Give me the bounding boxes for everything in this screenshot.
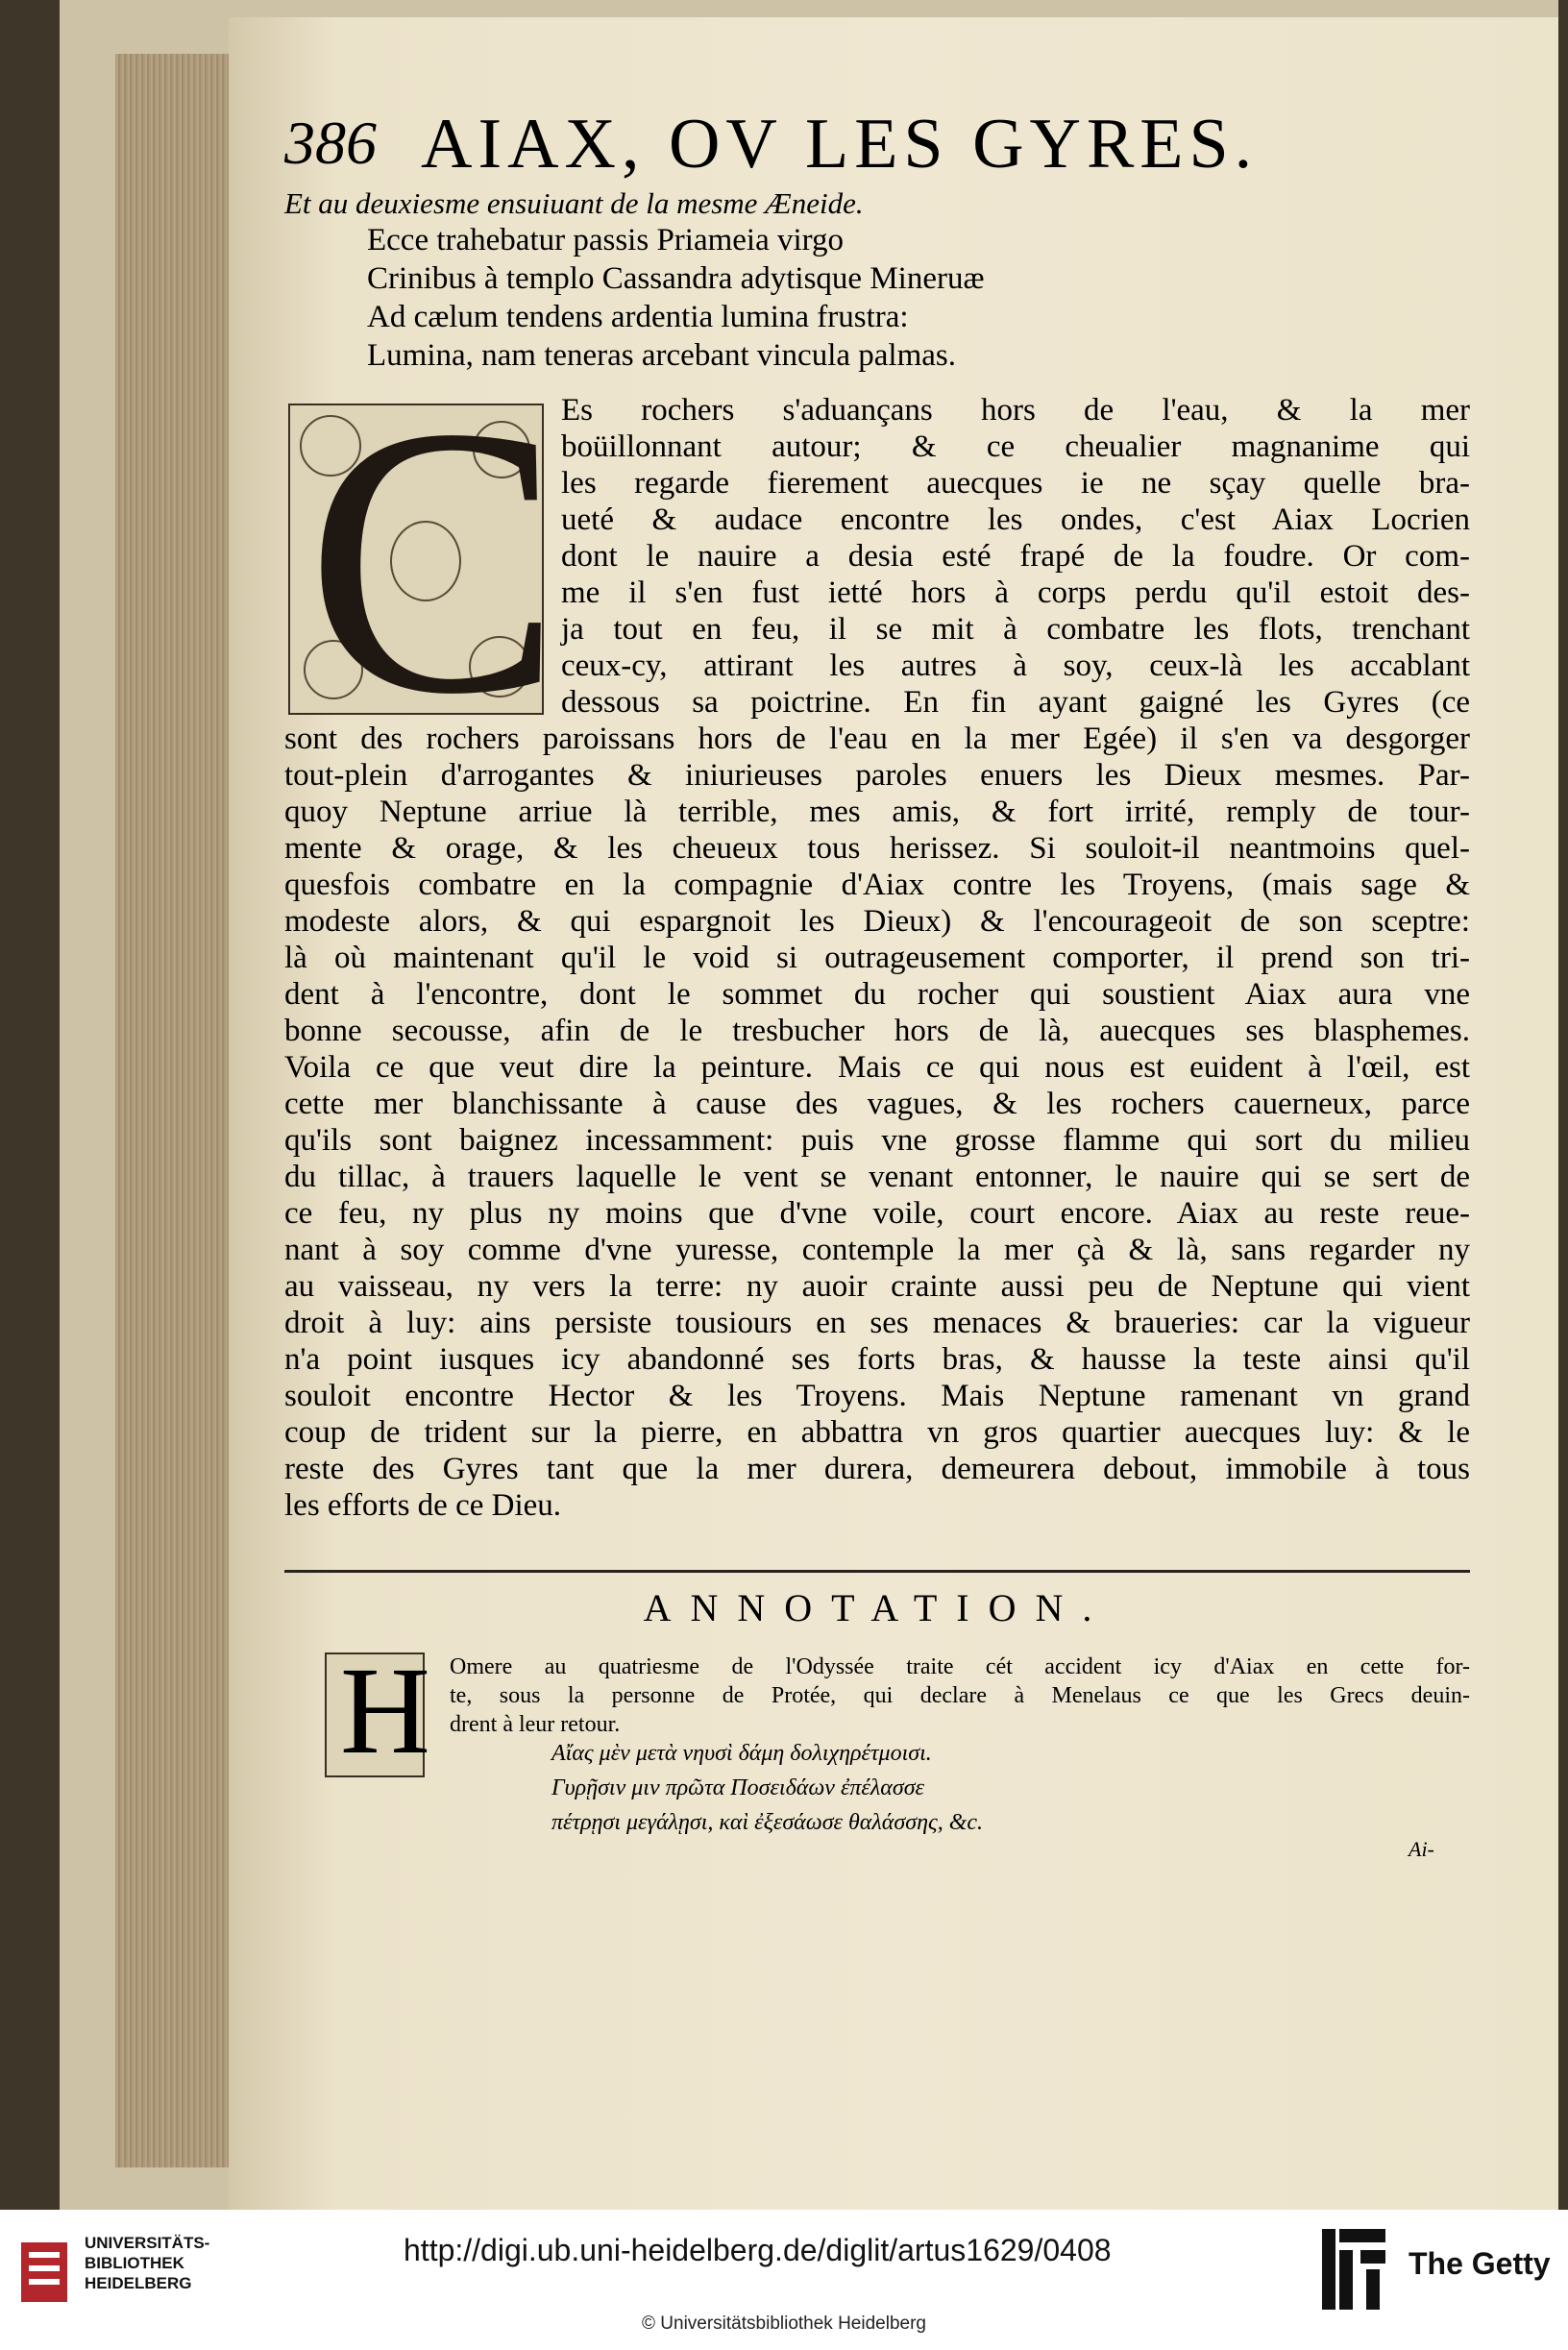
annotation-line: te, sous la personne de Protée, qui declare à Menelaus ce que les Grecs deuin- (450, 1683, 1470, 1708)
permalink-url[interactable]: http://digi.ub.uni-heidelberg.de/diglit/artus1629/0408 (404, 2233, 1112, 2267)
body-line: mente & orage, & les cheueux tous herissez. Si souloit-il neantmoins quel- (284, 831, 1470, 866)
body-line: n'a point iusques icy abandonné ses forts bras, & hausse la teste ainsi qu'il (284, 1342, 1470, 1377)
body-line: coup de trident sur la pierre, en abbattra vn gros quartier auecques luy: & le (284, 1415, 1470, 1450)
body-line: ja tout en feu, il se mit à combatre les flots, trenchant (561, 612, 1470, 647)
body-line: du tillac, à trauers laquelle le vent se venant entonner, le nauire qui se sert de (284, 1160, 1470, 1194)
body-line: Voila ce que veut dire la peinture. Mais ce qui nous est euident à l'œil, est (284, 1050, 1470, 1085)
annotation-line: drent à leur retour. (450, 1712, 621, 1737)
verse-line: Ad cælum tendens ardentia lumina frustra: (367, 300, 909, 334)
ornamental-annotation-cap (325, 1642, 430, 1780)
getty-logo-icon (1318, 2225, 1389, 2313)
body-line: dent à l'encontre, dont le sommet du rocher qui soustient Aiax aura vne (284, 977, 1470, 1012)
body-line: me il s'en fust ietté hors à corps perdu qu'il estoit des- (561, 575, 1470, 610)
body-line: Es rochers s'aduançans hors de l'eau, & la mer (561, 393, 1470, 428)
ornamental-drop-cap (288, 348, 562, 773)
running-title: AIAX, OV LES GYRES. (421, 105, 1259, 184)
book-page-edges (115, 54, 231, 2167)
body-line: là où maintenant qu'il le void si outrageusement comporter, il prend son tri- (284, 941, 1470, 975)
annotation-cap-letter: H (340, 1642, 430, 1780)
annotation-line: Omere au quatriesme de l'Odyssée traite cét accident icy d'Aiax en cette for- (450, 1654, 1470, 1679)
body-line: quoy Neptune arriue là terrible, mes amis, & fort irrité, remply de tour- (284, 795, 1470, 829)
body-line: au vaisseau, ny vers la terre: ny auoir crainte aussi peu de Neptune qui vient (284, 1269, 1470, 1304)
verse-line: Lumina, nam teneras arcebant vincula palmas. (367, 338, 956, 373)
verse-line: Ecce trahebatur passis Priameia virgo (367, 223, 845, 257)
body-line: bonne secousse, afin de le tresbucher hors de là, auecques ses blasphemes. (284, 1014, 1470, 1048)
drop-cap-letter: C (306, 348, 562, 773)
section-rule (284, 1570, 1470, 1573)
greek-verse-line: Αἴας μὲν μετὰ νηυσὶ δάμη δολιχηρέτμοισι. (551, 1741, 932, 1766)
body-line: reste des Gyres tant que la mer durera, demeurera debout, immobile à tous (284, 1452, 1470, 1486)
catchword: Ai- (1409, 1837, 1434, 1861)
body-line: ceux-cy, attirant les autres à soy, ceux-là les accablant (561, 649, 1470, 683)
body-line: droit à luy: ains persiste tousiours en ses menaces & braueries: car la vigueur (284, 1306, 1470, 1340)
body-line: ce feu, ny plus ny moins que d'vne voile, court encore. Aiax au reste reue- (284, 1196, 1470, 1231)
greek-verse-line: πέτρῃσι μεγάλῃσι, καὶ ἐξεσάωσε θαλάσσης, &c. (551, 1810, 984, 1835)
body-line: souloit encontre Hector & les Troyens. Mais Neptune ramenant vn grand (284, 1379, 1470, 1413)
body-line: les regarde fierement auecques ie ne sçay quelle bra- (561, 466, 1470, 501)
copyright-notice: © Universitätsbibliothek Heidelberg (642, 2313, 926, 2334)
intro-line: Et au deuxiesme ensuiuant de la mesme Æneide. (284, 186, 864, 220)
greek-verse-line: Γυρῇσιν μιν πρῶτα Ποσειδάων ἐπέλασσε (551, 1775, 924, 1800)
body-line: dont le nauire a desia esté frapé de la foudre. Or com- (561, 539, 1470, 574)
getty-name: The Getty (1409, 2246, 1551, 2281)
body-line: nant à soy comme d'vne yuresse, contemple la mer çà & là, sans regarder ny (284, 1233, 1470, 1267)
body-line: qu'ils sont baignez incessamment: puis vne grosse flamme qui sort du milieu (284, 1123, 1470, 1158)
body-line: ueté & audace encontre les ondes, c'est Aiax Locrien (561, 502, 1470, 537)
page-number: 386 (284, 109, 377, 177)
institution-name: UNIVERSITÄTS- BIBLIOTHEK HEIDELBERG (85, 2234, 210, 2292)
body-line: boüillonnant autour; & ce cheualier magnanime qui (561, 429, 1470, 464)
annotation-heading: ANNOTATION. (643, 1586, 1112, 1629)
body-line: tout-plein d'arrogantes & iniurieuses paroles enuers les Dieux mesmes. Par- (284, 758, 1470, 793)
university-seal-icon (17, 2239, 71, 2306)
body-line: quesfois combatre en la compagnie d'Aiax contre les Troyens, (mais sage & (284, 868, 1470, 902)
verse-line: Crinibus à templo Cassandra adytisque Mineruæ (367, 261, 985, 296)
body-line: dessous sa poictrine. En fin ayant gaigné les Gyres (ce (561, 685, 1470, 720)
body-line: modeste alors, & qui espargnoit les Dieux) & l'encourageoit de son sceptre: (284, 904, 1470, 939)
body-line: sont des rochers paroissans hors de l'eau en la mer Egée) il s'en va desgorger (284, 722, 1470, 756)
body-line: les efforts de ce Dieu. (284, 1488, 562, 1523)
body-line: cette mer blanchissante à cause des vagues, & les rochers cauerneux, parce (284, 1087, 1470, 1121)
